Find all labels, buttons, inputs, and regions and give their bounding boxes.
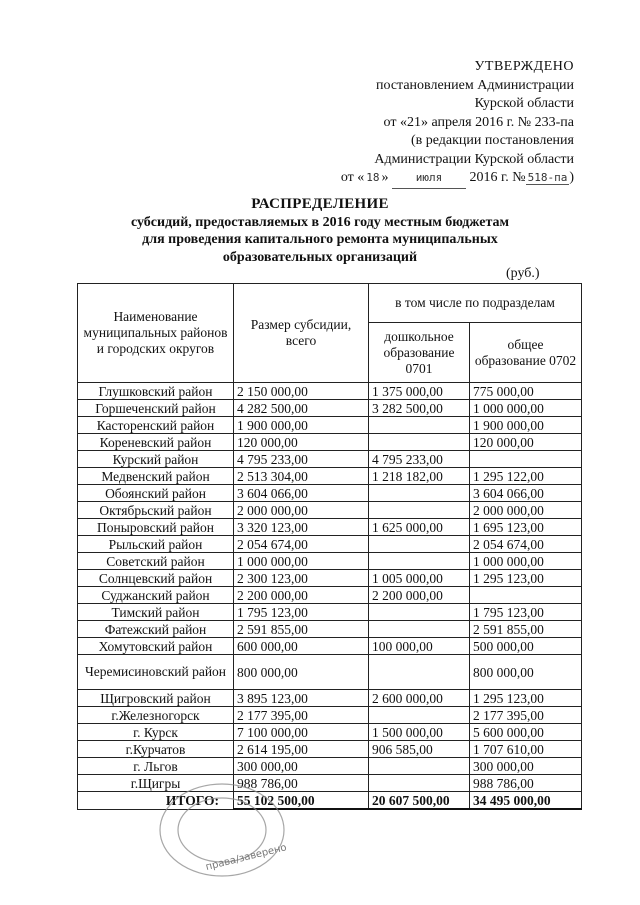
row-preschool (369, 434, 470, 451)
row-general: 1 000 000,00 (470, 553, 582, 570)
row-name: г.Курчатов (78, 741, 234, 758)
stamp-text: права/заверено (204, 842, 288, 874)
row-preschool: 100 000,00 (369, 638, 470, 655)
row-total: 300 000,00 (234, 758, 369, 775)
subsidy-table (77, 283, 582, 810)
row-total: 988 786,00 (234, 775, 369, 792)
row-preschool: 1 375 000,00 (369, 383, 470, 400)
row-preschool (369, 604, 470, 621)
table-row (78, 468, 582, 485)
row-total: 1 900 000,00 (234, 417, 369, 434)
row-general: 5 600 000,00 (470, 724, 582, 741)
row-general: 1 900 000,00 (470, 417, 582, 434)
row-preschool: 2 600 000,00 (369, 690, 470, 707)
row-preschool: 1 005 000,00 (369, 570, 470, 587)
row-preschool (369, 417, 470, 434)
row-preschool: 3 282 500,00 (369, 400, 470, 417)
row-general: 120 000,00 (470, 434, 582, 451)
units-label: (руб.) (506, 266, 540, 281)
approval-title: УТВЕРЖДЕНО (474, 59, 574, 74)
table-row (78, 690, 582, 707)
row-name: г. Льгов (78, 758, 234, 775)
row-general: 1 295 123,00 (470, 690, 582, 707)
heading-line-1: субсидий, предоставляемых в 2016 году местным бюджетам (130, 214, 510, 230)
row-name: Медвенский район (78, 468, 234, 485)
row-general: 1 695 123,00 (470, 519, 582, 536)
row-preschool (369, 536, 470, 553)
row-preschool (369, 655, 470, 690)
row-general: 1 295 122,00 (470, 468, 582, 485)
approval-line-5: Администрации Курской области (374, 151, 574, 167)
date-month: июля (392, 169, 466, 189)
row-total: 2 150 000,00 (234, 383, 369, 400)
header-total: Размер субсидии, всего (234, 284, 369, 383)
row-total: 2 513 304,00 (234, 468, 369, 485)
row-name: г. Курск (78, 724, 234, 741)
row-name: Тимский район (78, 604, 234, 621)
table-row (78, 604, 582, 621)
row-name: Горшеченский район (78, 400, 234, 417)
row-total: 800 000,00 (234, 655, 369, 690)
document-heading (110, 196, 530, 266)
row-general: 775 000,00 (470, 383, 582, 400)
row-total: 2 591 855,00 (234, 621, 369, 638)
row-name: г.Щигры (78, 775, 234, 792)
row-general: 1 707 610,00 (470, 741, 582, 758)
total-sum: 55 102 500,00 (234, 792, 369, 810)
table-row (78, 621, 582, 638)
table-row (78, 434, 582, 451)
total-general: 34 495 000,00 (470, 792, 582, 810)
row-preschool (369, 485, 470, 502)
row-name: Кореневский район (78, 434, 234, 451)
row-total: 120 000,00 (234, 434, 369, 451)
row-total: 4 282 500,00 (234, 400, 369, 417)
row-general: 988 786,00 (470, 775, 582, 792)
total-label: ИТОГО: (78, 792, 234, 810)
row-preschool: 1 625 000,00 (369, 519, 470, 536)
row-general: 500 000,00 (470, 638, 582, 655)
row-total: 2 614 195,00 (234, 741, 369, 758)
row-general: 2 054 674,00 (470, 536, 582, 553)
header-including: в том числе по подразделам (369, 284, 582, 323)
total-row (78, 792, 582, 810)
row-name: Октябрьский район (78, 502, 234, 519)
row-preschool (369, 707, 470, 724)
row-total: 3 895 123,00 (234, 690, 369, 707)
row-preschool: 906 585,00 (369, 741, 470, 758)
row-general: 1 795 123,00 (470, 604, 582, 621)
table-row (78, 417, 582, 434)
row-name: Фатежский район (78, 621, 234, 638)
approval-line-3: от «21» апреля 2016 г. № 233-па (383, 114, 574, 130)
row-general: 3 604 066,00 (470, 485, 582, 502)
row-name: Касторенский район (78, 417, 234, 434)
row-total: 1 795 123,00 (234, 604, 369, 621)
row-name: Глушковский район (78, 383, 234, 400)
total-preschool: 20 607 500,00 (369, 792, 470, 810)
date-day: 18 (366, 171, 380, 184)
table-row (78, 536, 582, 553)
table-row (78, 485, 582, 502)
row-name: Советский район (78, 553, 234, 570)
table-row (78, 519, 582, 536)
row-name: Курский район (78, 451, 234, 468)
date-year: 2016 г. № (469, 170, 526, 185)
row-general (470, 587, 582, 604)
table-row (78, 707, 582, 724)
row-general: 1 000 000,00 (470, 400, 582, 417)
row-name: Рыльский район (78, 536, 234, 553)
row-total: 3 604 066,00 (234, 485, 369, 502)
row-total: 2 000 000,00 (234, 502, 369, 519)
date-mid: » (381, 170, 389, 185)
date-number: 518-па (527, 171, 568, 184)
header-preschool: дошкольное образование 0701 (369, 323, 470, 383)
heading-title: РАСПРЕДЕЛЕНИЕ (251, 196, 389, 212)
approval-date-line (254, 169, 574, 189)
date-close: ) (569, 170, 574, 185)
header-name: Наименование муниципальных районов и городских округов (78, 284, 234, 383)
row-name: Солнцевский район (78, 570, 234, 587)
row-total: 2 177 395,00 (234, 707, 369, 724)
table-row (78, 775, 582, 792)
row-name: Суджанский район (78, 587, 234, 604)
row-name: Хомутовский район (78, 638, 234, 655)
row-total: 3 320 123,00 (234, 519, 369, 536)
table-row (78, 553, 582, 570)
row-general (470, 451, 582, 468)
table-row (78, 724, 582, 741)
row-preschool (369, 775, 470, 792)
row-name: г.Железногорск (78, 707, 234, 724)
table-row (78, 400, 582, 417)
row-preschool: 1 218 182,00 (369, 468, 470, 485)
row-general: 2 591 855,00 (470, 621, 582, 638)
row-total: 1 000 000,00 (234, 553, 369, 570)
table-row (78, 570, 582, 587)
approval-line-4: (в редакции постановления (410, 133, 574, 148)
row-total: 2 054 674,00 (234, 536, 369, 553)
row-preschool (369, 553, 470, 570)
row-total: 7 100 000,00 (234, 724, 369, 741)
approval-block (254, 58, 574, 189)
row-general: 300 000,00 (470, 758, 582, 775)
row-name: Черемисиновский район (78, 655, 234, 690)
table-row (78, 758, 582, 775)
table-row (78, 383, 582, 400)
row-total: 2 200 000,00 (234, 587, 369, 604)
row-preschool: 1 500 000,00 (369, 724, 470, 741)
approval-line-2: Курской области (474, 96, 574, 111)
row-preschool (369, 758, 470, 775)
row-name: Обоянский район (78, 485, 234, 502)
date-prefix: от « (340, 170, 365, 185)
row-preschool (369, 621, 470, 638)
table-row (78, 741, 582, 758)
row-total: 2 300 123,00 (234, 570, 369, 587)
row-name: Поныровский район (78, 519, 234, 536)
row-general: 800 000,00 (470, 655, 582, 690)
row-total: 4 795 233,00 (234, 451, 369, 468)
row-preschool: 2 200 000,00 (369, 587, 470, 604)
row-preschool: 4 795 233,00 (369, 451, 470, 468)
table-row (78, 638, 582, 655)
row-preschool (369, 502, 470, 519)
row-general: 1 295 123,00 (470, 570, 582, 587)
approval-line-1: постановлением Администрации (376, 77, 574, 93)
row-name: Щигровский район (78, 690, 234, 707)
heading-line-2: для проведения капитального ремонта муниципальных (142, 232, 498, 247)
header-general: общее образование 0702 (470, 323, 582, 383)
row-general: 2 177 395,00 (470, 707, 582, 724)
table-row (78, 502, 582, 519)
table-row (78, 451, 582, 468)
table-row (78, 587, 582, 604)
heading-line-3: образовательных организаций (222, 249, 418, 265)
table-row (78, 655, 582, 690)
row-total: 600 000,00 (234, 638, 369, 655)
row-general: 2 000 000,00 (470, 502, 582, 519)
